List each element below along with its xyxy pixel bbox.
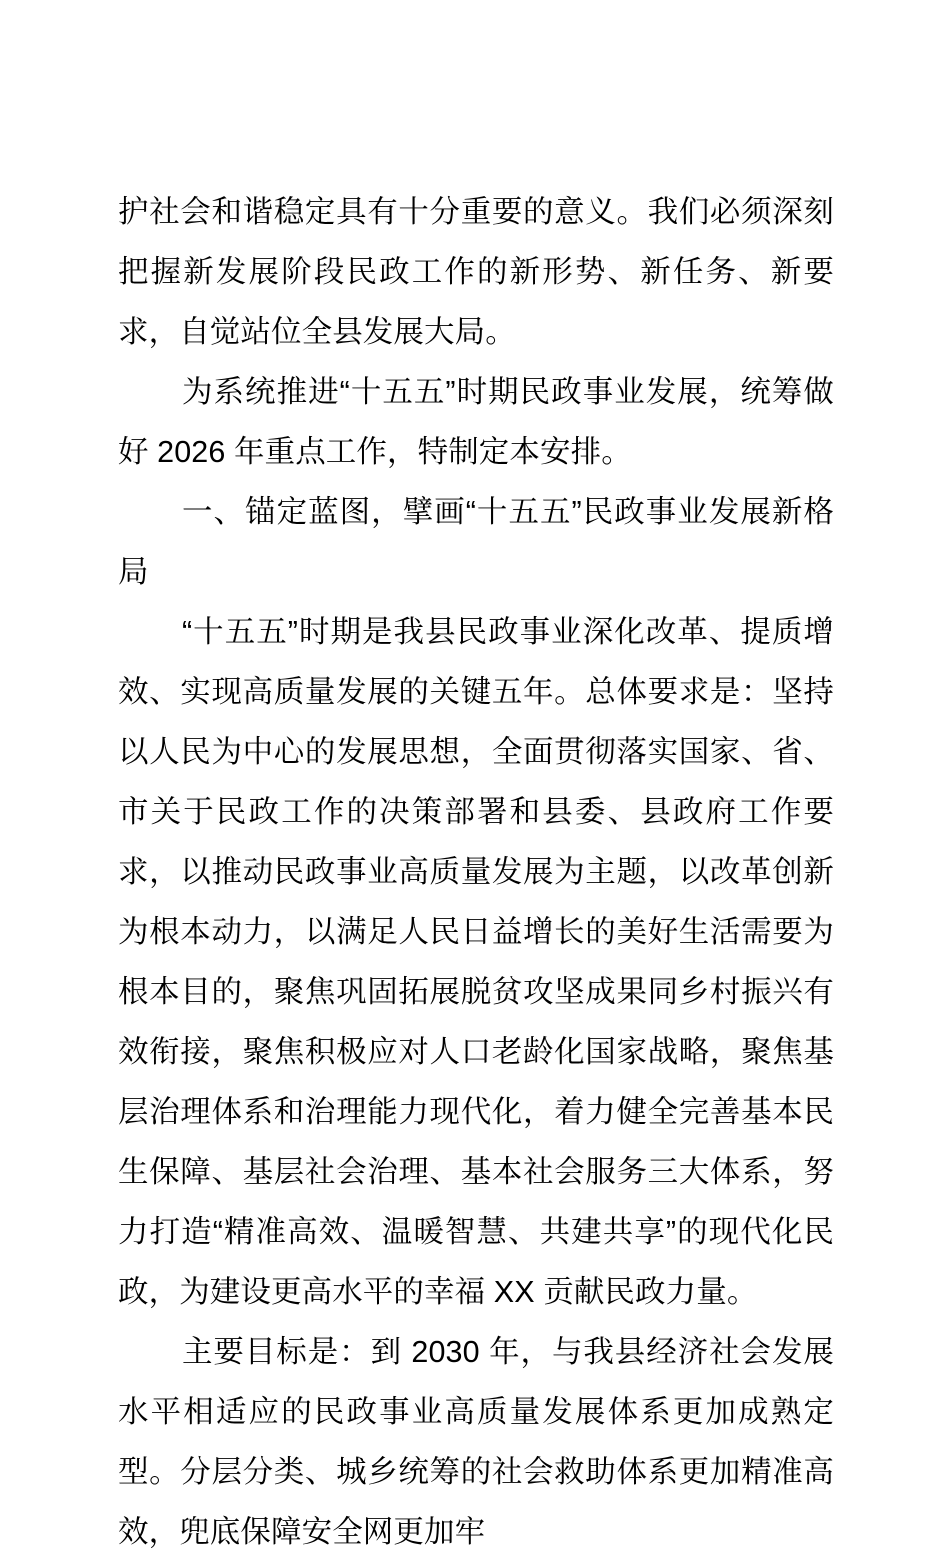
paragraph-overall-requirements: “十五五”时期是我县民政事业深化改革、提质增效、实现高质量发展的关键五年。总体要求是：坚持以人民为中心的发展思想，全面贯彻落实国家、省、市关于民政工作的决策部署和县委、县政府工作要求，以推动民政事业高质量发展为主题，以改革创新为根本动力，以满足人民日益增长的美好生活需要为根本目的，聚焦巩固拓展脱贫攻坚成果同乡村振兴有效衔接，聚焦积极应对人口老龄化国家战略，聚焦基层治理体系和治理能力现代化，着力健全完善基本民生保障、基层社会治理、基本社会服务三大体系，努力打造“精准高效、温暖智慧、共建共享”的现代化民政，为建设更高水平的幸福 XX 贡献民政力量。 [118,615,834,1309]
section-heading-one: 一、锚定蓝图，擘画“十五五”民政事业发展新格局 [118,495,834,589]
paragraph-main-goals: 主要目标是：到 2030 年，与我县经济社会发展水平相适应的民政事业高质量发展体系更加成熟定型。分层分类、城乡统筹的社会救助体系更加精准高效，兜底保障安全网更加牢 [118,1335,834,1549]
document-text-body [118,182,834,1562]
paragraph-continued-opening: 护社会和谐稳定具有十分重要的意义。我们必须深刻把握新发展阶段民政工作的新形势、新任务、新要求，自觉站位全县发展大局。 [118,195,834,349]
paragraph-purpose: 为系统推进“十五五”时期民政事业发展，统筹做好 2026 年重点工作，特制定本安排。 [118,375,834,469]
